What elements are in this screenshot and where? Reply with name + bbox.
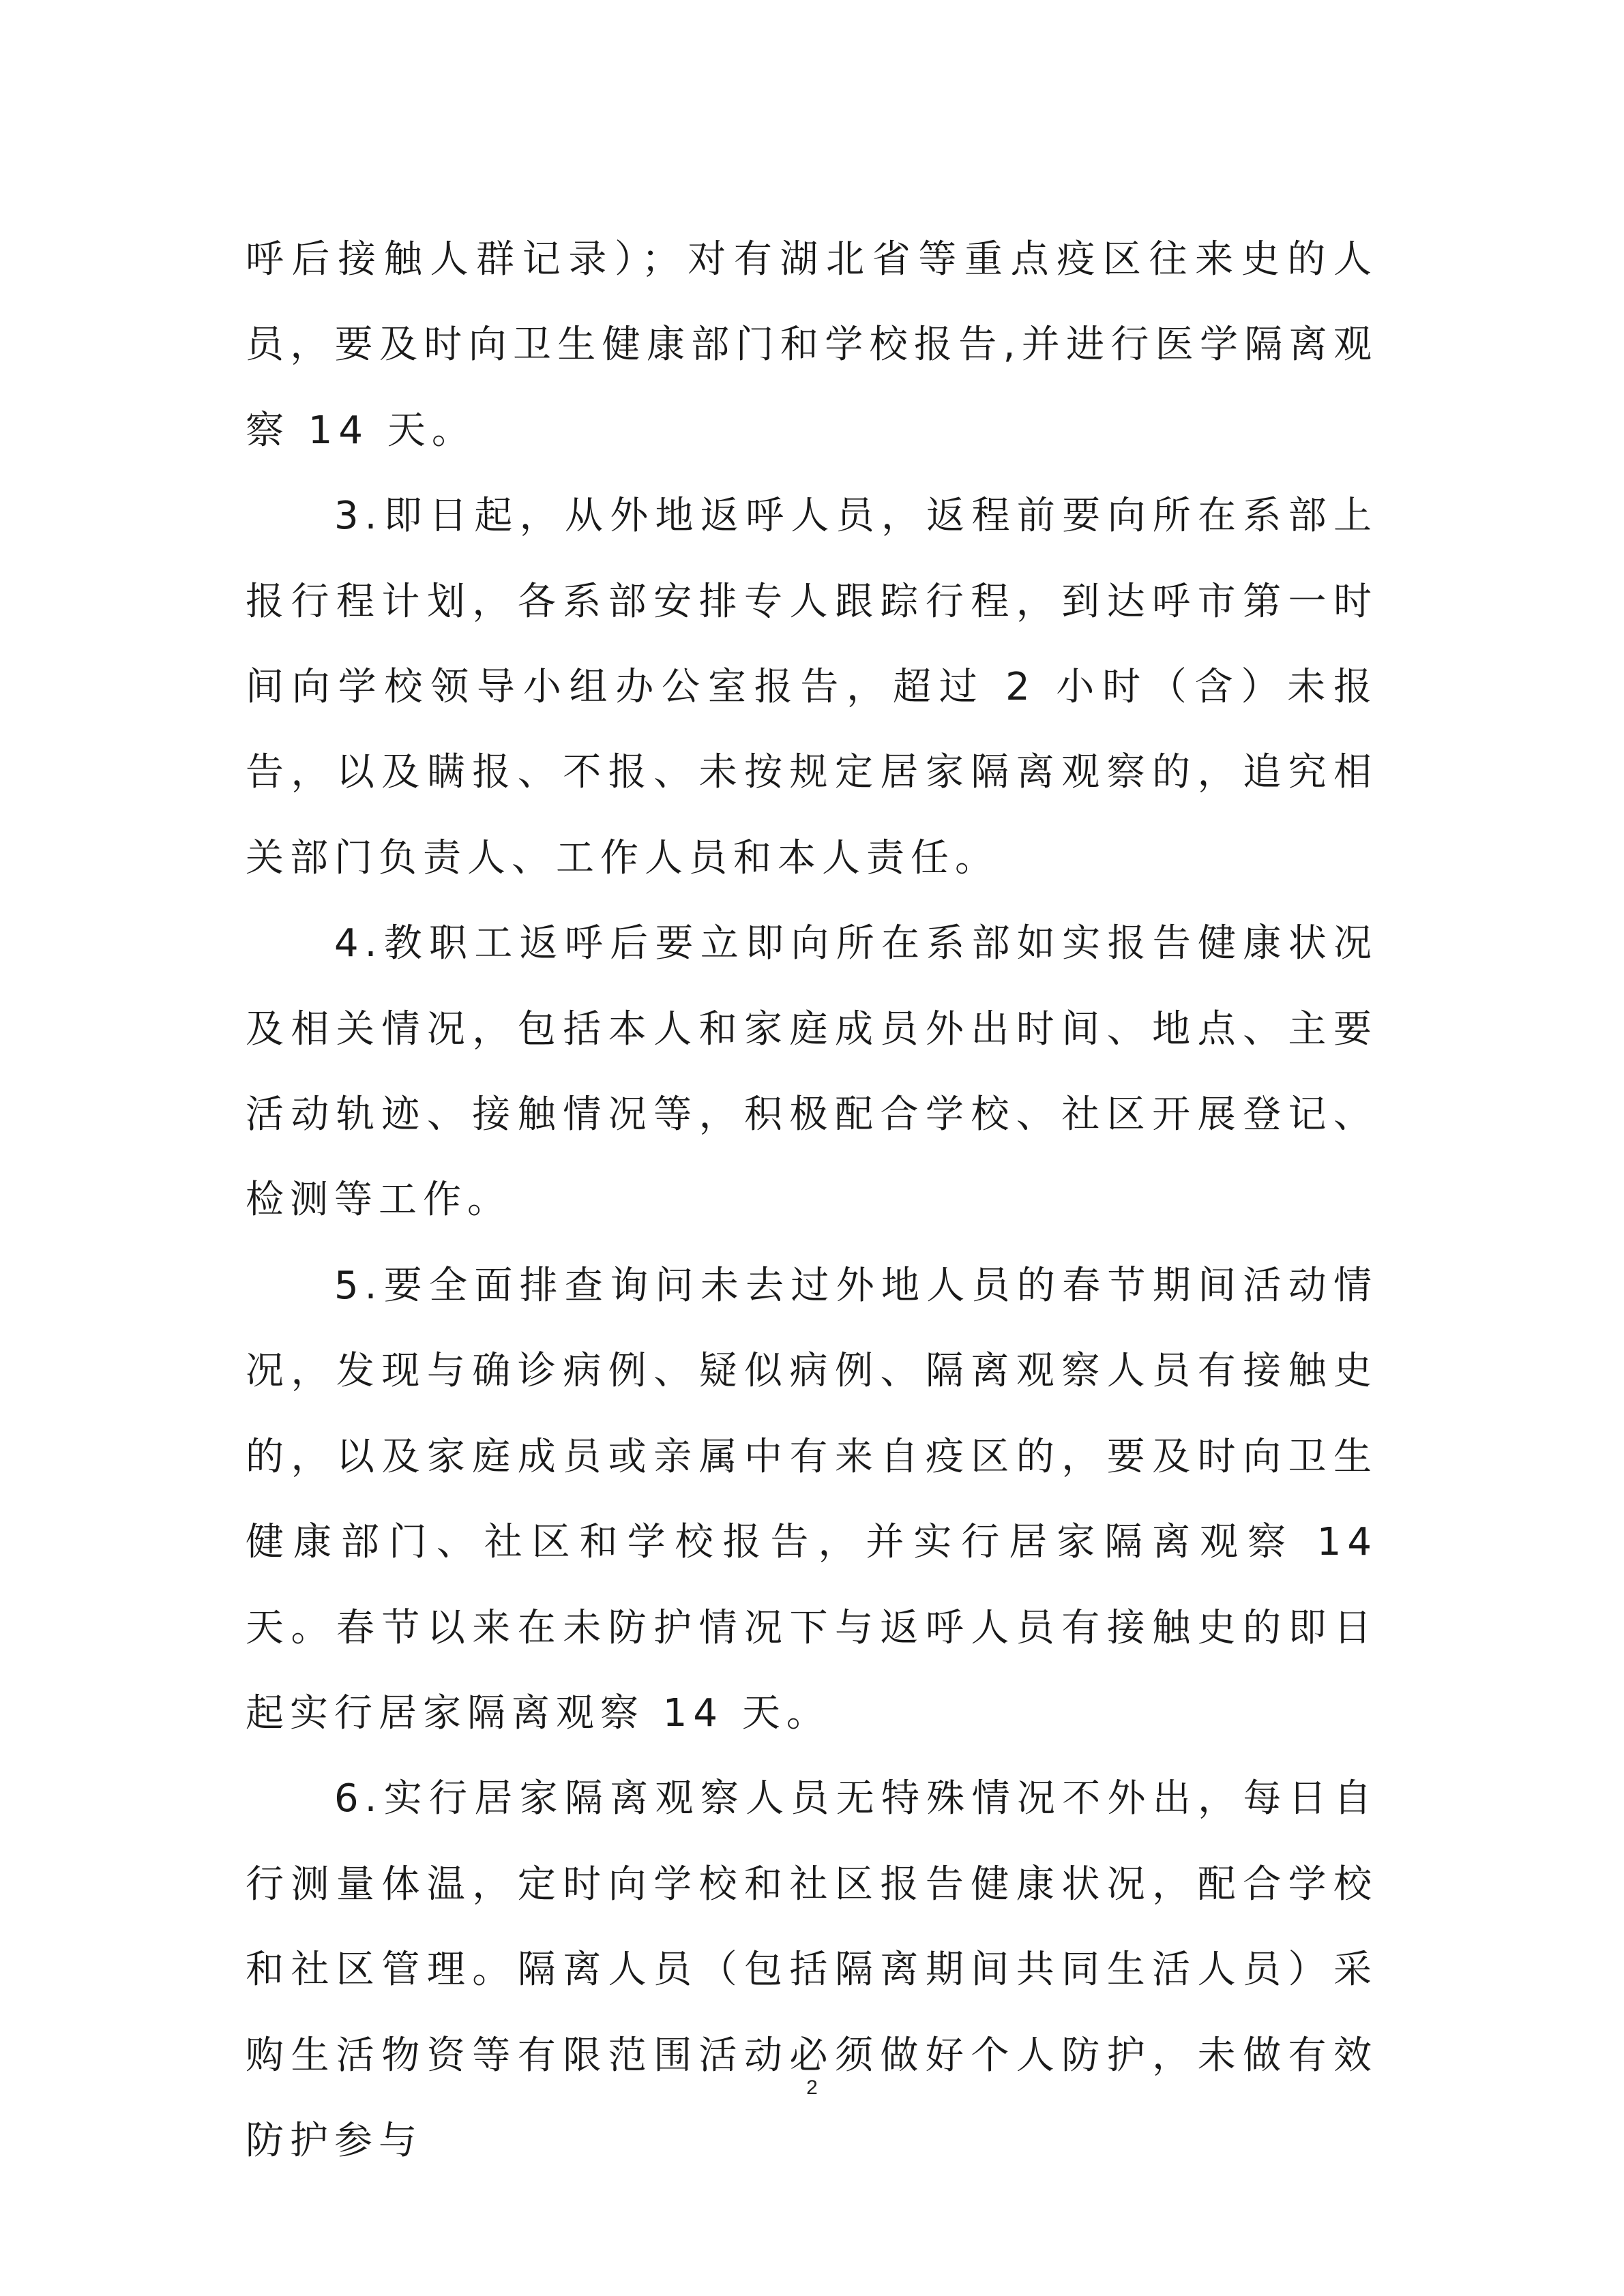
paragraph-1: 呼后接触人群记录）；对有湖北省等重点疫区往来史的人员，要及时向卫生健康部门和学校报告,并进行医学隔离观察 14 天。	[246, 237, 1378, 453]
page-number: 2	[806, 2076, 818, 2099]
document-body	[246, 217, 1378, 2183]
paragraph-item-6: 6.实行居家隔离观察人员无特殊情况不外出，每日自行测量体温，定时向学校和社区报告健康状况，配合学校和社区管理。隔离人员（包括隔离期间共同生活人员）采购生活物资等有限范围活动必须做好个人防护，未做有效防护参与	[246, 1776, 1378, 2163]
paragraph-item-4: 4.教职工返呼后要立即向所在系部如实报告健康状况及相关情况，包括本人和家庭成员外出时间、地点、主要活动轨迹、接触情况等，积极配合学校、社区开展登记、检测等工作。	[246, 921, 1378, 1223]
paragraph-item-3: 3.即日起，从外地返呼人员，返程前要向所在系部上报行程计划，各系部安排专人跟踪行程，到达呼市第一时间向学校领导小组办公室报告，超过 2 小时（含）未报告，以及瞒报、不报、未按规定居家隔离观察的，追究相关部门负责人、工作人员和本人责任。	[246, 494, 1378, 880]
paragraph-item-5: 5.要全面排查询问未去过外地人员的春节期间活动情况，发现与确诊病例、疑似病例、隔离观察人员有接触史的，以及家庭成员或亲属中有来自疫区的，要及时向卫生健康部门、社区和学校报告，并实行居家隔离观察 14 天。春节以来在未防护情况下与返呼人员有接触史的即日起实行居家隔离观察 14 天。	[246, 1263, 1378, 1735]
